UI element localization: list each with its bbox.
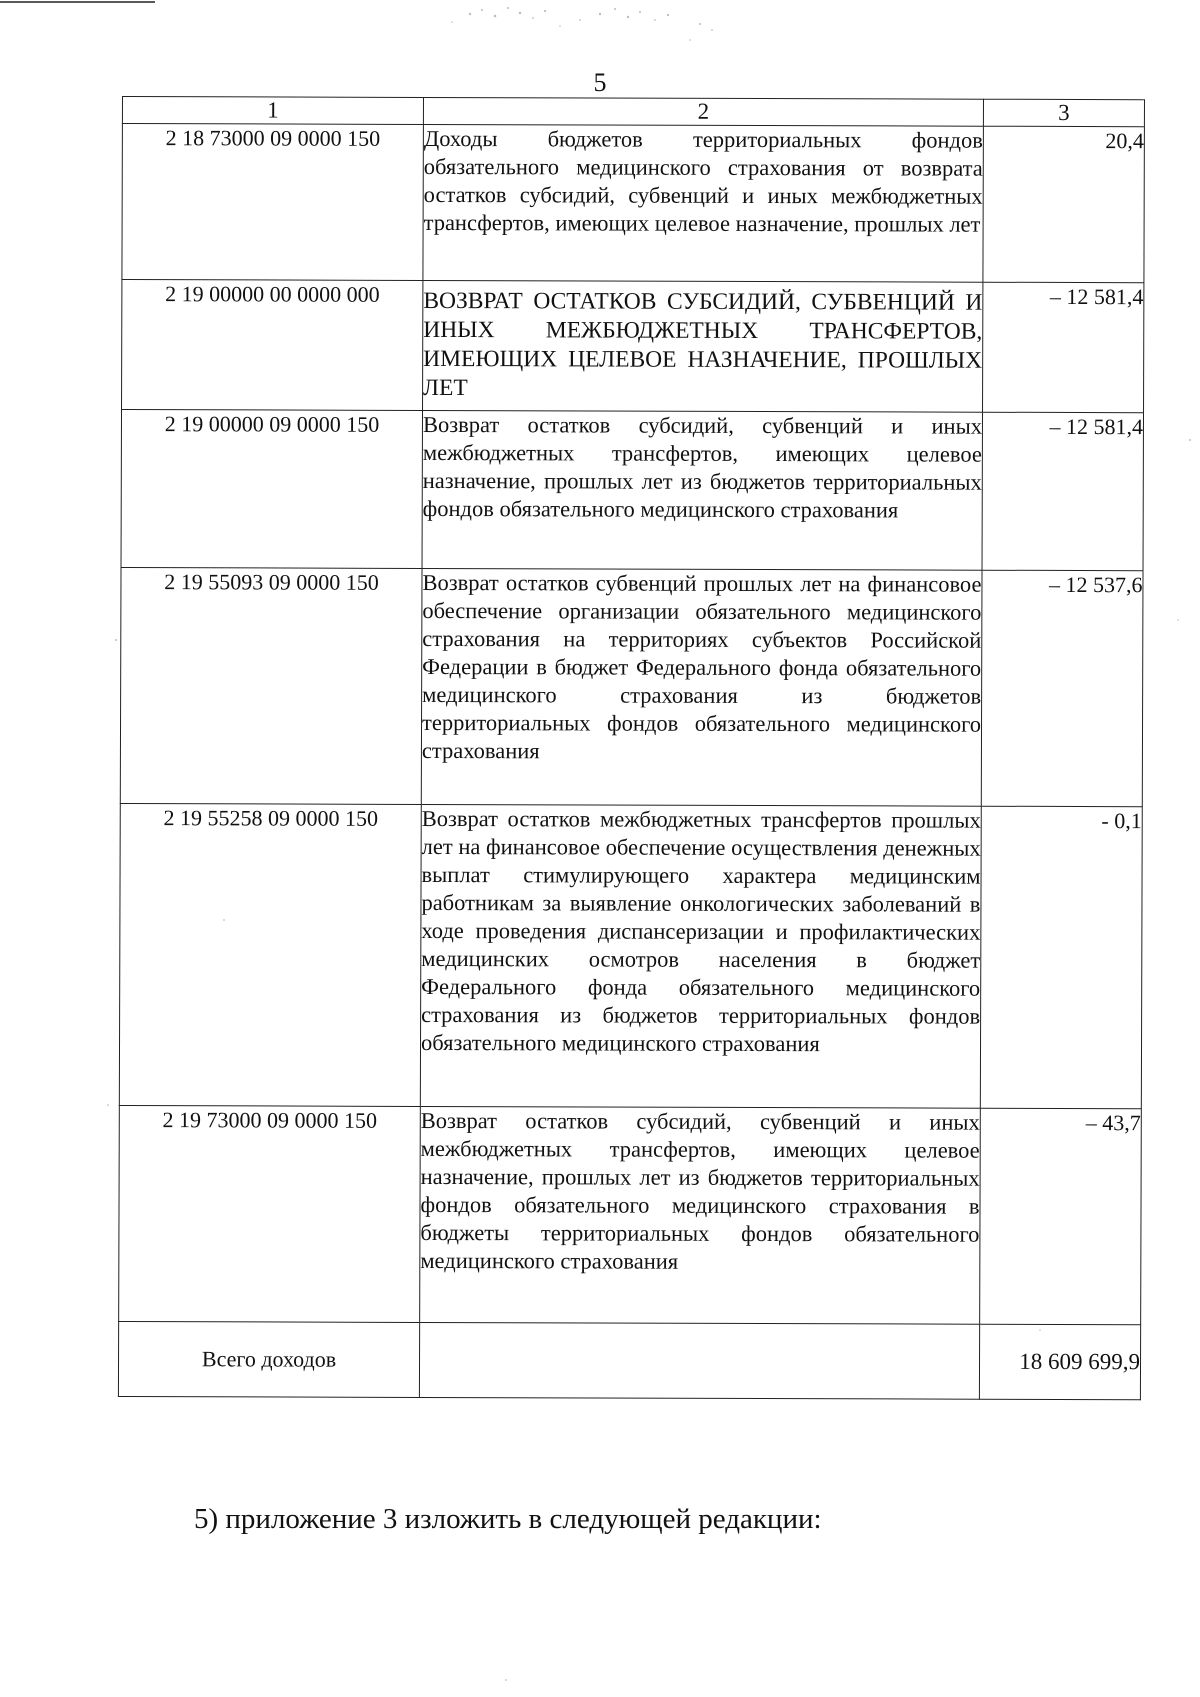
income-table	[118, 96, 1145, 1400]
budget-code-cell: 2 19 00000 09 0000 150	[121, 410, 422, 569]
amount-cell: 20,4	[983, 126, 1144, 283]
total-name-cell	[419, 1322, 979, 1399]
total-label: Всего доходов	[118, 1321, 419, 1397]
table-row	[119, 803, 1142, 1108]
income-name-cell: Доходы бюджетов территориальных фондов обязательного медицинского страхования от возврата остатков субсидий, субвенций и иных межбюджетных трансфертов, имеющих целевое назначение, прошлых лет	[423, 124, 983, 282]
budget-code-cell: 2 18 73000 09 0000 150	[122, 124, 423, 281]
table-row	[119, 1105, 1142, 1324]
table-row	[122, 124, 1144, 283]
budget-code-cell: 2 19 00000 00 0000 000	[122, 280, 423, 411]
total-amount: 18 609 699,9	[979, 1324, 1140, 1400]
amount-cell: – 12 581,4	[982, 412, 1143, 571]
income-name-cell: Возврат остатков субвенций прошлых лет на финансовое обеспечение организации обязательного медицинского страхования на территориях субъектов Российской Федерации в бюджет Федерального фонда обязательного медицинского страхования из бюджетов территориальных фондов обязательного медицинского страхования	[421, 568, 982, 806]
income-name-cell: ВОЗВРАТ ОСТАТКОВ СУБСИДИЙ, СУБВЕНЦИЙ И ИНЫХ МЕЖБЮДЖЕТНЫХ ТРАНСФЕРТОВ, ИМЕЮЩИХ ЦЕЛЕВОЕ НАЗНАЧЕНИЕ, ПРОШЛЫХ ЛЕТ	[423, 280, 983, 412]
column-header-code: 1	[122, 97, 423, 125]
amount-cell: – 43,7	[980, 1108, 1142, 1325]
column-header-name: 2	[423, 97, 983, 126]
amount-cell: – 12 581,4	[983, 282, 1144, 413]
amendment-text: 5) приложение 3 изложить в следующей редакции:	[194, 1503, 822, 1535]
amount-cell: – 12 537,6	[981, 570, 1143, 807]
budget-code-cell: 2 19 55258 09 0000 150	[119, 803, 421, 1106]
income-name-cell: Возврат остатков субсидий, субвенций и иных межбюджетных трансфертов, имеющих целевое назначение, прошлых лет из бюджетов территориальных фондов обязательного медицинского страхования	[422, 410, 982, 570]
total-row	[118, 1321, 1140, 1399]
budget-code-cell: 2 19 55093 09 0000 150	[120, 567, 422, 804]
table-row	[122, 280, 1144, 413]
page-number: 5	[593, 68, 607, 97]
column-header-amount: 3	[983, 99, 1144, 127]
table-header-row	[122, 97, 1144, 127]
budget-code-cell: 2 19 73000 09 0000 150	[119, 1105, 421, 1322]
table-row	[121, 410, 1143, 571]
income-name-cell: Возврат остатков субсидий, субвенций и иных межбюджетных трансфертов, имеющих целевое назначение, прошлых лет из бюджетов территориальных фондов обязательного медицинского страхования в бюджеты территориальных фондов обязательного медицинского страхования	[420, 1106, 981, 1324]
income-name-cell: Возврат остатков межбюджетных трансфертов прошлых лет на финансовое обеспечение осуществления денежных выплат стимулирующего характера медицинским работникам за выявление онкологических заболеваний в ходе проведения диспансеризации и профилактических медицинских осмотров населения в бюджет Федерального фонда обязательного медицинского страхования из бюджетов территориальных фондов обязательного медицинского страхования	[420, 804, 981, 1108]
table-row	[120, 567, 1143, 806]
amount-cell: - 0,1	[980, 806, 1142, 1109]
